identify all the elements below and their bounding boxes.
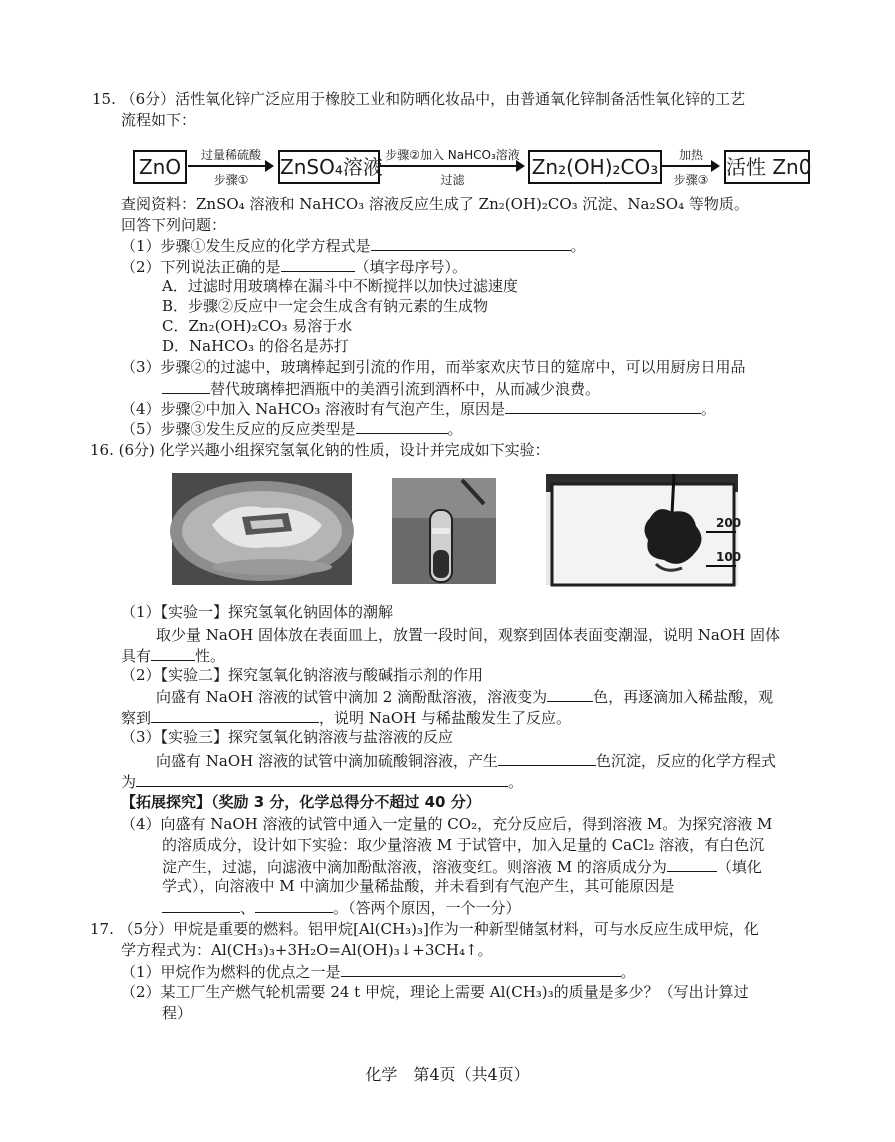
q16-ext-line5: [162, 897, 521, 918]
q17-intro-line1: 17. （5分）甲烷是重要的燃料。铝甲烷[Al(CH₃)₃]作为一种新型储氢材料，可与水反应生成甲烷，化: [90, 920, 759, 938]
q16-exp2-body-end: 色，再逐滴加入稀盐酸，观: [593, 688, 774, 706]
q16-exp1-cont: [121, 645, 225, 666]
page-footer: 化学 第4页（共4页）: [365, 1065, 530, 1084]
q16-exp2-title: （2）【实验二】探究氢氧化钠溶液与酸碱指示剂的作用: [121, 666, 484, 684]
answer-blank[interactable]: [667, 856, 717, 872]
q17-part2-line1: （2）某工厂生产燃气轮机需要 24 t 甲烷，理论上需要 Al(CH₃)₃的质量是多少？（写出计算过: [121, 983, 749, 1001]
flow-arrow-shaft: [188, 165, 268, 167]
flow-arrow-shaft: [662, 165, 714, 167]
q16-exp1-body: 取少量 NaOH 固体放在表面皿上，放置一段时间，观察到固体表面变潮湿，说明 NaOH 固体: [156, 626, 780, 644]
q16-exp1-cont-end: 性。: [195, 647, 226, 665]
q15-part4-text: （4）步骤②中加入 NaHCO₃ 溶液时有气泡产生，原因是: [121, 400, 506, 418]
q16-ext-line5-sep: 、: [240, 899, 256, 917]
q15-part3-line1: （3）步骤②的过滤中，玻璃棒起到引流的作用，而举家欢庆节日的筵席中，可以用厨房日用品: [121, 358, 746, 376]
q15-option-c: C．Zn₂(OH)₂CO₃ 易溶于水: [162, 317, 353, 335]
flow-box-active-zno: 活性 Zn0: [724, 150, 810, 184]
q15-part3-line2: [162, 378, 600, 399]
q16-exp2-cont-text: 察到: [121, 709, 152, 727]
flow-arrow-shaft: [380, 165, 519, 167]
q15-part4: [121, 398, 716, 419]
q15-part3-text: 替代玻璃棒把酒瓶中的美酒引流到酒杯中，从而减少浪费。: [210, 380, 601, 398]
q16-ext-line3-end: （填化: [716, 858, 762, 876]
q16-ext-line3-text: 淀产生，过滤，向滤液中滴加酚酞溶液，溶液变红。则溶液 M 的溶质成分为: [162, 858, 667, 876]
q16-extension-title: 【拓展探究】（奖励 3 分，化学总得分不超过 40 分）: [121, 793, 481, 811]
flow-arrow-step3-label: 步骤③: [673, 173, 709, 187]
answer-blank[interactable]: [162, 897, 240, 913]
q16-exp2-body-text: 向盛有 NaOH 溶液的试管中滴加 2 滴酚酞溶液，溶液变为: [156, 688, 548, 706]
flow-arrow-step2: [380, 144, 525, 190]
photo-test-tube: [392, 478, 496, 584]
q16-exp3-cont-end: 。: [508, 773, 524, 791]
q15-option-a: A．过滤时用玻璃棒在漏斗中不断搅拌以加快过滤速度: [162, 277, 518, 295]
q16-exp2-body: [156, 686, 773, 707]
q17-intro-line2: 学方程式为：Al(CH₃)₃+3H₂O=Al(OH)₃↓+3CH₄↑。: [121, 941, 493, 959]
answer-blank[interactable]: [151, 707, 319, 723]
q16-exp2-cont-end: ，说明 NaOH 与稀盐酸发生了反应。: [319, 709, 571, 727]
q15-part1-end: 。: [570, 237, 586, 255]
flow-box-znso4: ZnSO₄溶液: [278, 150, 380, 184]
q16-ext-line5-end: 。（答两个原因，一个一分）: [333, 899, 521, 917]
photo-watch-glass-naoh: [172, 473, 352, 585]
q16-ext-line3: [162, 856, 762, 877]
q16-exp3-cont: [121, 771, 523, 792]
q16-exp1-cont-text: 具有: [121, 647, 152, 665]
q15-option-b: B．步骤②反应中一定会生成含有钠元素的生成物: [162, 297, 489, 315]
answer-blank[interactable]: [341, 961, 621, 977]
q15-part1-text: （1）步骤①发生反应的化学方程式是: [121, 237, 371, 255]
q17-part1-text: （1）甲烷作为燃料的优点之一是: [121, 963, 341, 981]
q17-part1: [121, 961, 636, 982]
q15-intro-line2: 流程如下：: [121, 111, 197, 129]
q15-part5: [121, 418, 463, 439]
flow-arrow-step2-reagent: 步骤②加入 NaHCO₃溶液: [385, 148, 520, 162]
q15-part1: [121, 235, 586, 256]
q16-exp3-body: [156, 750, 776, 771]
flow-box-basic-zinc-carbonate: Zn₂(OH)₂CO₃: [528, 150, 662, 184]
q16-exp3-body-end: 色沉淀，反应的化学方程式: [596, 752, 777, 770]
q16-ext-line2: 的溶质成分，设计如下实验：取少量溶液 M 于试管中，加入足量的 CaCl₂ 溶液，有白色沉: [162, 836, 765, 854]
answer-blank[interactable]: [356, 418, 448, 434]
q16-exp2-cont: [121, 707, 571, 728]
flow-box-zno: ZnO: [133, 150, 187, 184]
flow-arrow-step1-label: 步骤①: [213, 173, 249, 187]
flow-arrow-step3: [662, 144, 720, 190]
q15-part5-end: 。: [447, 420, 463, 438]
q16-exp3-body-text: 向盛有 NaOH 溶液的试管中滴加硫酸铜溶液，产生: [156, 752, 498, 770]
process-flow-diagram: [130, 144, 820, 190]
q16-exp1-title: （1）【实验一】探究氢氧化钠固体的潮解: [121, 603, 394, 621]
q15-answer-prompt: 回答下列问题：: [121, 216, 227, 234]
answer-blank[interactable]: [151, 645, 195, 661]
q15-part2-text: （2）下列说法正确的是: [121, 258, 281, 276]
q15-option-d: D．NaHCO₃ 的俗名是苏打: [162, 337, 349, 355]
q15-part2: [121, 256, 467, 277]
q15-intro-line1: 15. （6分）活性氧化锌广泛应用于橡胶工业和防晒化妆品中，由普通氧化锌制备活性氧化锌的工艺: [92, 90, 746, 108]
q15-part4-end: 。: [701, 400, 717, 418]
photo-beaker: [546, 474, 742, 585]
flow-arrow-step3-condition: 加热: [678, 148, 703, 162]
flow-arrow-step2-label: 过滤: [440, 173, 465, 187]
answer-blank[interactable]: [136, 771, 508, 787]
q16-exp3-title: （3）【实验三】探究氢氧化钠溶液与盐溶液的反应: [121, 728, 454, 746]
answer-blank[interactable]: [255, 897, 333, 913]
answer-blank[interactable]: [371, 235, 571, 251]
answer-blank[interactable]: [505, 398, 701, 414]
flow-arrow-step1: [188, 144, 274, 190]
beaker-mark-100: 100: [716, 550, 742, 564]
q15-reference: 查阅资料：ZnSO₄ 溶液和 NaHCO₃ 溶液反应生成了 Zn₂(OH)₂CO₃ 沉淀、Na₂SO₄ 等物质。: [121, 195, 749, 213]
q16-ext-line1: （4）向盛有 NaOH 溶液的试管中通入一定量的 CO₂，充分反应后，得到溶液 M。为探究溶液 M: [121, 815, 773, 833]
q16-intro: 16. (6分) 化学兴趣小组探究氢氧化钠的性质，设计并完成如下实验：: [90, 441, 550, 459]
q15-part5-text: （5）步骤③发生反应的反应类型是: [121, 420, 356, 438]
q17-part1-end: 。: [620, 963, 636, 981]
flow-arrow-step1-reagent: 过量稀硫酸: [200, 148, 261, 162]
q16-ext-line4: 学式），向溶液中 M 中滴加少量稀盐酸，并未看到有气泡产生，其可能原因是: [162, 877, 675, 895]
answer-blank[interactable]: [498, 750, 596, 766]
answer-blank[interactable]: [547, 686, 593, 702]
q16-exp3-cont-text: 为: [121, 773, 137, 791]
q17-part2-line2: 程）: [162, 1004, 193, 1022]
answer-blank[interactable]: [281, 256, 355, 272]
beaker-mark-200: 200: [716, 516, 742, 530]
answer-blank[interactable]: [162, 378, 210, 394]
q15-part2-end: （填字母序号）。: [354, 258, 468, 276]
